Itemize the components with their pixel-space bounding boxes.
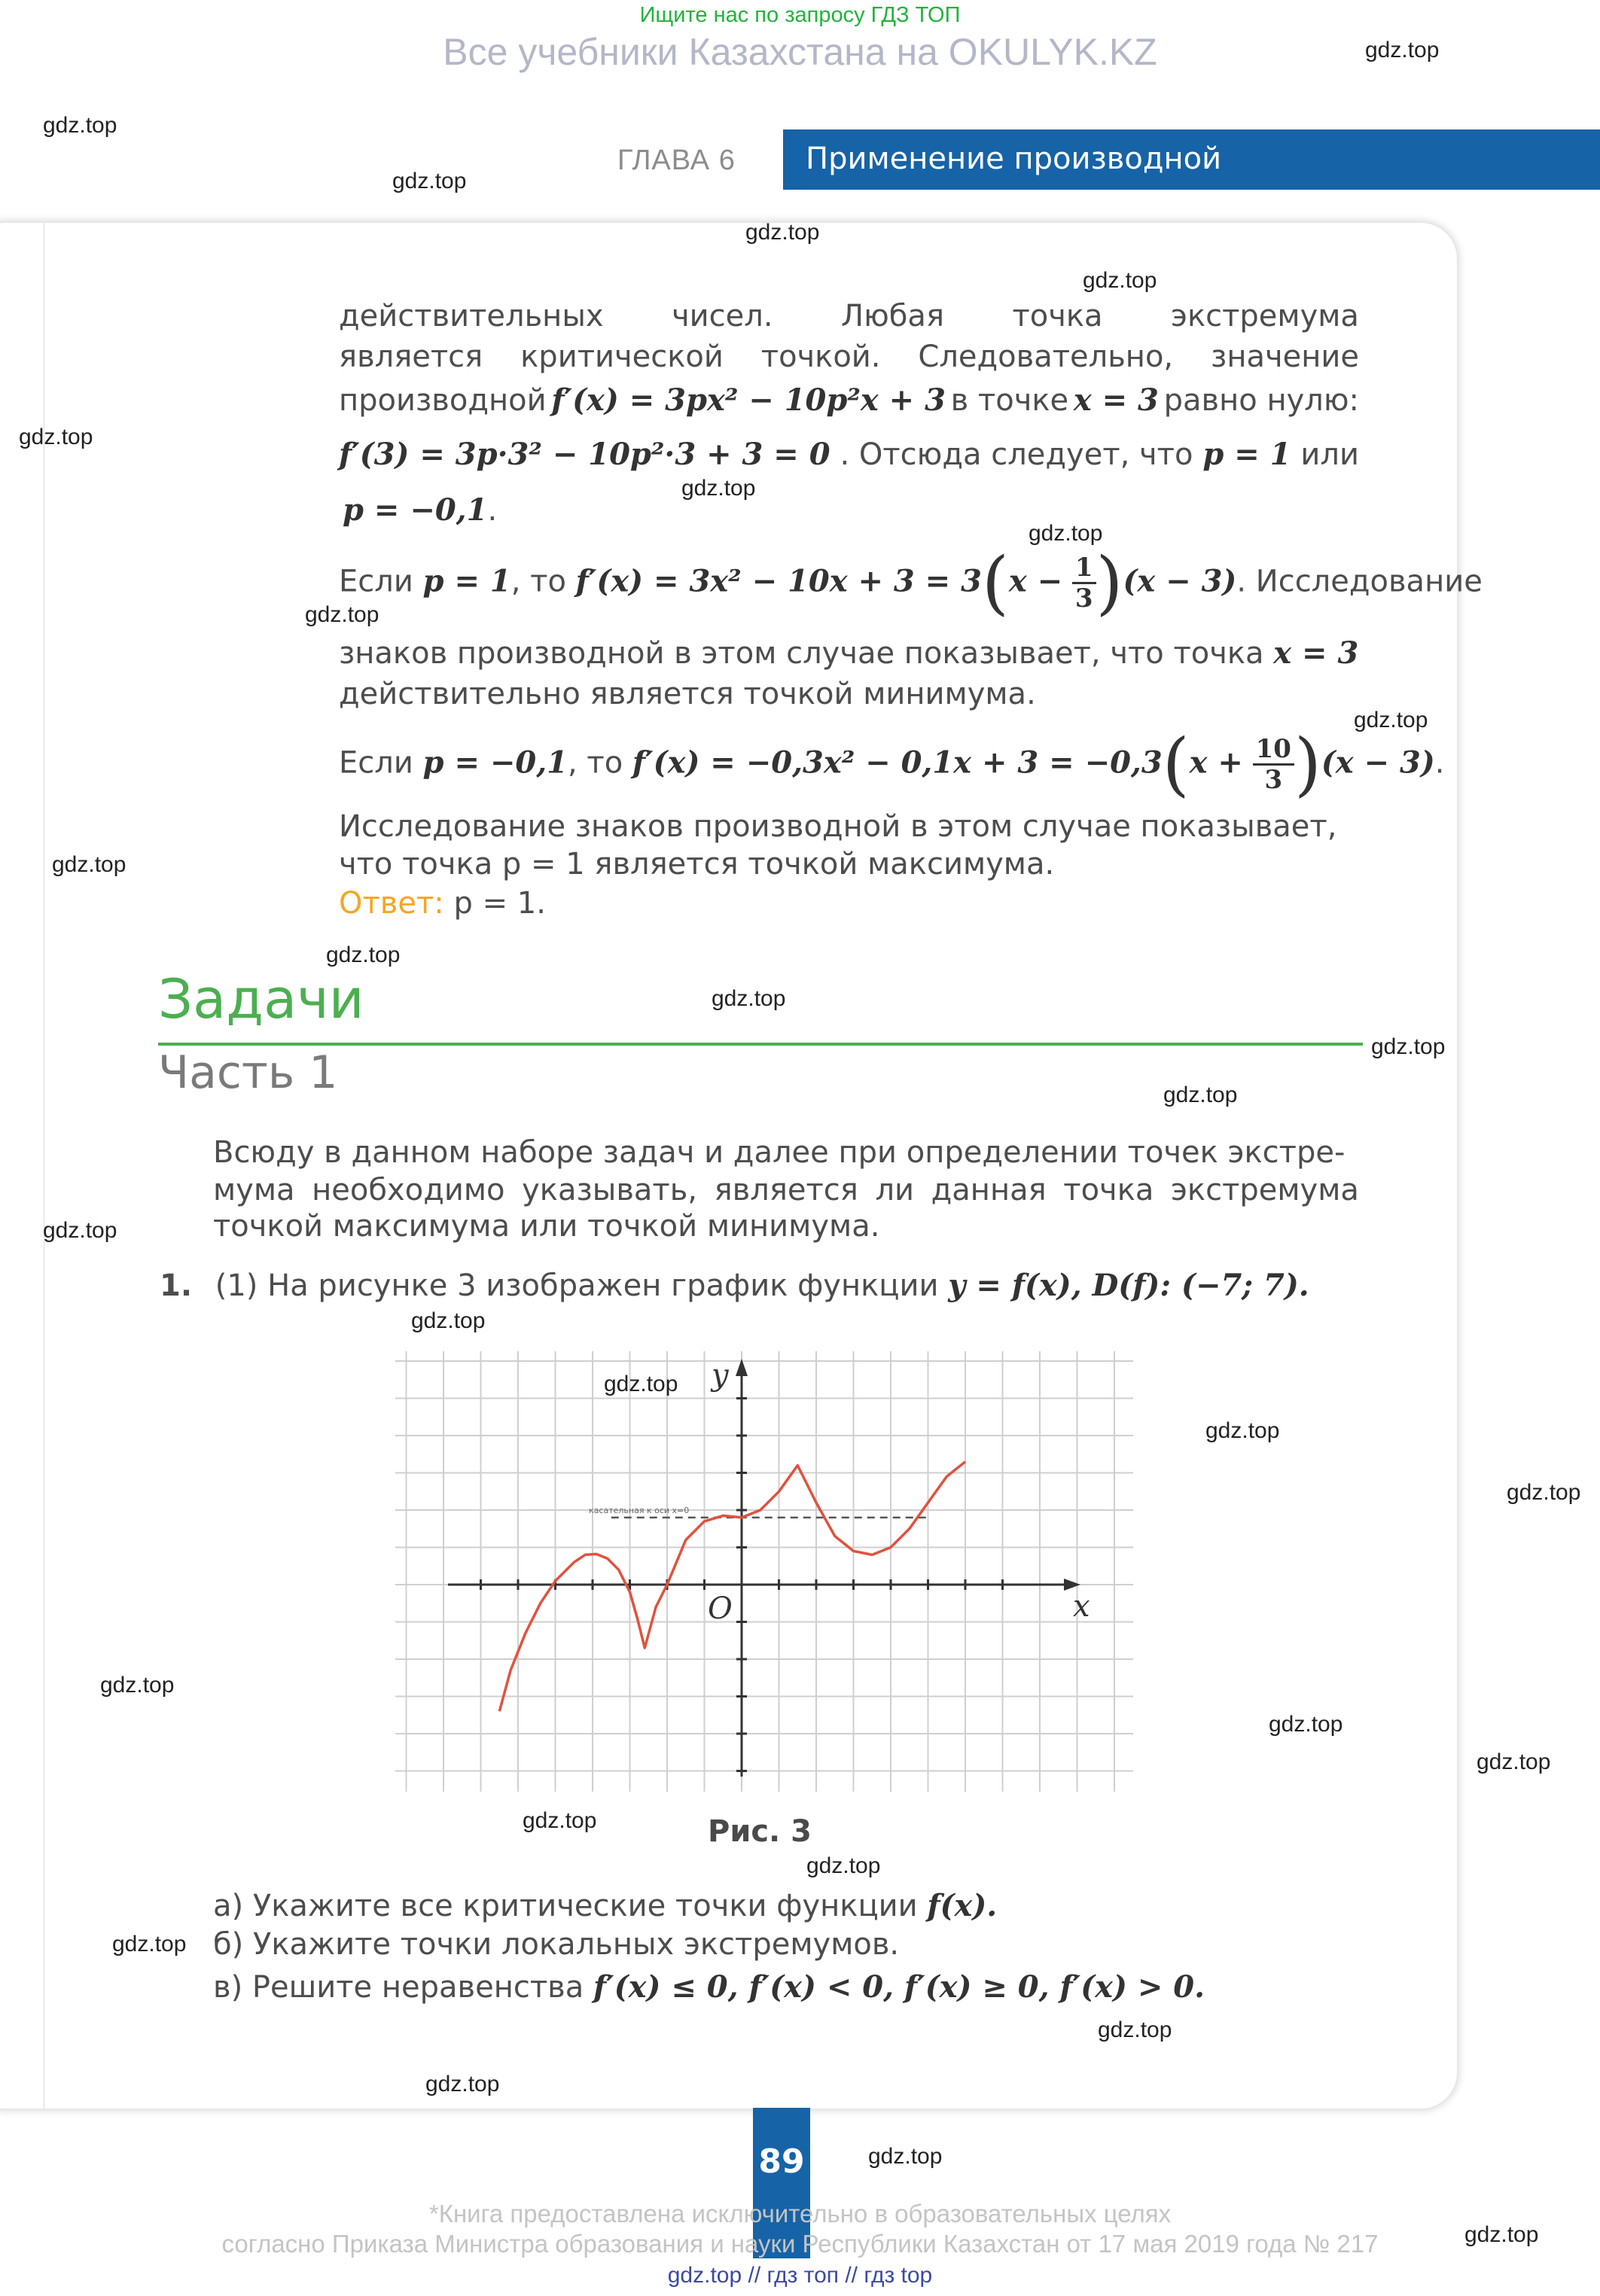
watermark: gdz.top [1354, 708, 1428, 732]
watermark: gdz.top [1083, 268, 1157, 293]
paren: ) [1294, 723, 1321, 805]
section-divider [158, 1043, 1363, 1046]
word: точка [1063, 1173, 1154, 1207]
watermark: gdz.top [1365, 38, 1440, 62]
fraction-numerator: 10 [1253, 735, 1294, 766]
word: указывать, [522, 1173, 697, 1207]
paragraph-line-2 [339, 337, 1359, 376]
origin-label: O [708, 1591, 733, 1626]
item-c [213, 1968, 1205, 2007]
watermark: gdz.top [392, 169, 467, 193]
text: в точке [950, 383, 1069, 418]
watermark: gdz.top [868, 2144, 943, 2169]
watermark: gdz.top [112, 1932, 187, 1956]
text: равно нулю: [1163, 383, 1359, 418]
paragraph-line-11: что точка p = 1 является точкой максимума. [339, 847, 1055, 882]
footer-line-1: *Книга предоставлена исключительно в образовательных целях [428, 2200, 1172, 2227]
paragraph-line-3 [339, 381, 1359, 420]
watermark: gdz.top [1098, 2017, 1172, 2042]
paren: ( [1162, 723, 1190, 805]
formula: p = 1 [1202, 437, 1291, 472]
paragraph-line-10: Исследование знаков производной в этом случае показывает, [339, 809, 1337, 844]
footer-line-2: согласно Приказа Министра образования и науки Республики Казахстан от 17 мая 2019 года № 217 [221, 2230, 1379, 2258]
task-number: 1. [160, 1268, 193, 1303]
item-text: а) Укажите все критические точки функции [213, 1889, 918, 1923]
chapter-title: Применение производной [806, 142, 1222, 176]
task-text: (1) На рисунке 3 изображен график функции [215, 1268, 939, 1303]
section-title: Задачи [158, 967, 364, 1031]
watermark: gdz.top [806, 1853, 881, 1878]
paren: ( [981, 542, 1009, 623]
word: точка [1012, 299, 1103, 333]
formula: f′(x) = −0,3x² − 0,1x + 3 = −0,3 [632, 745, 1163, 781]
paragraph-line-5: p = −0,1. [343, 492, 498, 528]
paragraph-line-8: действительно является точкой минимума. [339, 677, 1036, 711]
answer-label: Ответ: [339, 886, 444, 921]
formula: f′(3) = 3p·3² − 10p²·3 + 3 = 0 [339, 437, 830, 472]
formula: p = 1 [422, 563, 511, 599]
text: Если [339, 745, 413, 781]
watermark: gdz.top [1507, 1480, 1581, 1505]
text: . [1434, 745, 1445, 781]
watermark: gdz.top [1477, 1749, 1551, 1774]
watermark: gdz.top [411, 1308, 486, 1333]
site-banner[interactable]: Все учебники Казахстана на OKULYK.KZ [443, 31, 1157, 73]
formula: x = 3 [1273, 635, 1359, 671]
text: , то [510, 564, 566, 599]
fraction-denominator: 3 [1074, 583, 1093, 614]
item-b: б) Укажите точки локальных экстремумов. [213, 1927, 900, 1962]
task-1 [160, 1266, 1309, 1305]
item-text: в) Решите неравенства [213, 1970, 584, 2005]
watermark: gdz.top [1163, 1083, 1238, 1107]
word: значение [1211, 340, 1359, 374]
text: знаков производной в этом случае показывает, что точка [339, 636, 1264, 671]
watermark: gdz.top [43, 113, 117, 138]
intro-line-2 [213, 1171, 1359, 1210]
text: . Отсюда следует, что [840, 437, 1193, 472]
paragraph-line-7 [339, 634, 1358, 673]
text: Если [339, 564, 413, 599]
word: чисел. [672, 299, 773, 333]
word: ли [875, 1173, 915, 1207]
x-axis-label: x [1073, 1589, 1090, 1624]
item-a [213, 1886, 997, 1926]
y-axis-label: y [712, 1358, 729, 1393]
answer-value: p = 1. [453, 886, 546, 921]
formula: p = −0,1 [422, 745, 568, 781]
chart-grid [395, 1351, 1133, 1792]
function-graph [392, 1347, 1137, 1799]
watermark: gdz.top [1029, 521, 1103, 546]
promo-text: Ищите нас по запросу ГДЗ ТОП [639, 3, 961, 27]
word: данная [931, 1173, 1047, 1207]
chapter-title-bar [783, 129, 1600, 190]
fraction [1253, 735, 1294, 794]
text: производной [339, 383, 547, 418]
section-part: Часть 1 [158, 1046, 338, 1099]
watermark: gdz.top [1205, 1418, 1280, 1443]
footer-links[interactable]: gdz.top // гдз топ // гдз top [667, 2263, 933, 2288]
word: Следовательно, [918, 340, 1174, 374]
chapter-label: ГЛАВА 6 [617, 145, 736, 176]
task-formula: y = f(x), D(f): (−7; 7). [948, 1268, 1309, 1303]
intro-line-1: Всюду в данном наборе задач и далее при определении точек экстре- [213, 1135, 1346, 1170]
word: точкой. [760, 340, 881, 374]
watermark: gdz.top [52, 852, 126, 877]
word: экстремума [1170, 1173, 1359, 1207]
watermark: gdz.top [1464, 2222, 1539, 2247]
watermark: gdz.top [100, 1673, 175, 1698]
watermark: gdz.top [43, 1218, 117, 1243]
formula: x − [1008, 563, 1063, 599]
watermark: gdz.top [326, 942, 401, 967]
watermark: gdz.top [1371, 1034, 1446, 1059]
dashed-line-label: касательная к оси x=0 [589, 1505, 690, 1515]
watermark: gdz.top [745, 220, 820, 245]
watermark: gdz.top [604, 1372, 678, 1396]
formula: p = −0,1 [343, 492, 488, 528]
chart-marks [499, 1462, 965, 1712]
fraction-numerator: 1 [1072, 553, 1096, 584]
word: экстремума [1171, 299, 1359, 333]
intro-line-3: точкой максимума или точкой минимума. [213, 1209, 880, 1244]
series-line [499, 1462, 965, 1712]
formula: x + [1189, 745, 1243, 781]
chart-axes [448, 1358, 1090, 1777]
text: , то [568, 745, 623, 781]
word: Любая [841, 299, 945, 333]
formula: f′(x) = 3x² − 10x + 3 = 3 [575, 563, 982, 599]
watermark: gdz.top [1269, 1712, 1343, 1737]
watermark: gdz.top [681, 476, 756, 501]
paragraph-line-9 [339, 723, 1445, 805]
formula: f′(x) = 3px² − 10p²x + 3 [551, 382, 946, 418]
item-formula: f(x). [927, 1888, 998, 1923]
item-formula: f′(x) ≤ 0, f′(x) < 0, f′(x) ≥ 0, f′(x) > 0. [593, 1969, 1205, 2005]
fraction [1072, 553, 1096, 613]
word: критической [520, 340, 724, 374]
watermark: gdz.top [19, 425, 93, 449]
watermark: gdz.top [523, 1808, 597, 1833]
formula: (x − 3) [1321, 745, 1435, 781]
word: является [714, 1173, 858, 1207]
fraction-denominator: 3 [1264, 765, 1283, 795]
formula: (x − 3) [1123, 563, 1237, 599]
text: . Исследование [1236, 564, 1483, 599]
formula: x = 3 [1073, 382, 1159, 418]
watermark: gdz.top [305, 602, 379, 627]
paragraph-line-4 [339, 435, 1359, 474]
paragraph-line-1 [339, 297, 1359, 336]
watermark: gdz.top [425, 2072, 500, 2097]
paragraph-line-6 [339, 542, 1483, 623]
figure-caption: Рис. 3 [708, 1814, 812, 1849]
page-number: 89 [758, 2142, 805, 2181]
word: необходимо [312, 1173, 505, 1207]
watermark: gdz.top [712, 986, 786, 1011]
paren: ) [1096, 542, 1123, 623]
word: мума [213, 1173, 295, 1207]
text: или [1300, 437, 1359, 472]
word: является [339, 340, 483, 374]
word: действительных [339, 299, 604, 333]
answer-line [339, 884, 546, 923]
